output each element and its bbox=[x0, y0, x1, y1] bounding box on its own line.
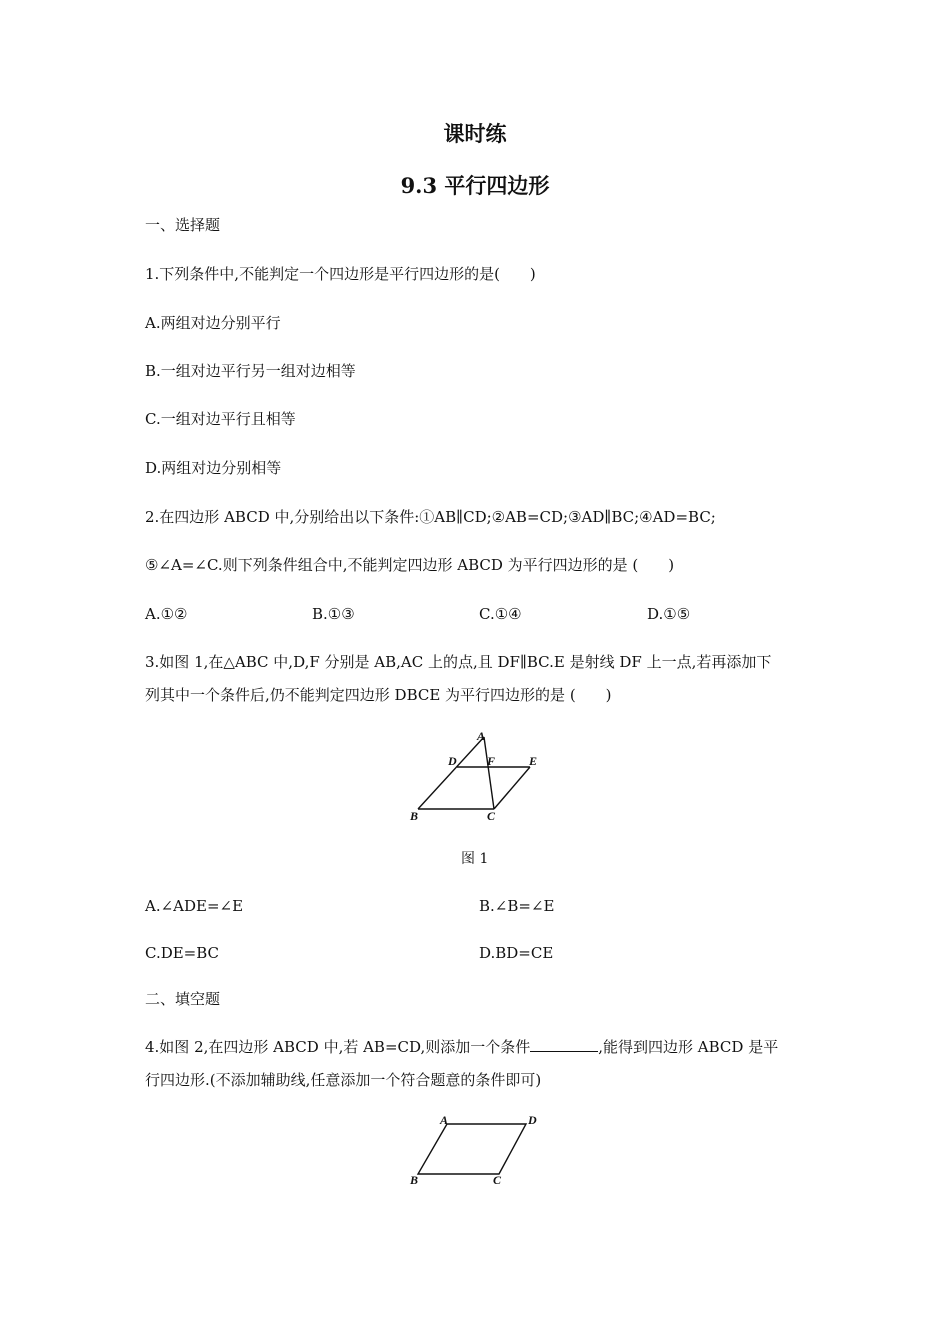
q4-answer-blank[interactable] bbox=[530, 1037, 598, 1052]
q2-stem-line1: 2.在四边形 ABCD 中,分别给出以下条件:①AB∥CD;②AB=CD;③AD∥BC;④AD=BC; bbox=[145, 508, 716, 526]
q2-option-c: C.①④ bbox=[479, 605, 522, 623]
q2-option-d: D.①⑤ bbox=[647, 605, 691, 623]
segment-ce bbox=[494, 767, 530, 809]
q1-option-d: D.两组对边分别相等 bbox=[145, 459, 282, 477]
q2-option-a: A.①② bbox=[145, 605, 188, 623]
figure-1-triangle-diagram bbox=[400, 725, 560, 830]
q3-stem-line1: 3.如图 1,在△ABC 中,D,F 分别是 AB,AC 上的点,且 DF∥BC.E 是射线 DF 上一点,若再添加下 bbox=[145, 653, 772, 671]
q1-option-c: C.一组对边平行且相等 bbox=[145, 410, 296, 428]
q2-stem-line2: ⑤∠A=∠C.则下列条件组合中,不能判定四边形 ABCD 为平行四边形的是 ( ) bbox=[145, 556, 675, 574]
q1-option-a: A.两组对边分别平行 bbox=[145, 314, 281, 332]
page-title: 课时练 bbox=[443, 121, 507, 146]
q4-stem-line2: 行四边形.(不添加辅助线,任意添加一个符合题意的条件即可) bbox=[145, 1071, 542, 1089]
figure-2-parallelogram-diagram bbox=[400, 1108, 550, 1188]
q3-stem-line2: 列其中一个条件后,仍不能判定四边形 DBCE 为平行四边形的是 ( ) bbox=[145, 686, 612, 704]
q3-option-b: B.∠B=∠E bbox=[479, 897, 555, 915]
point-label-a: A bbox=[477, 729, 486, 743]
q3-option-d: D.BD=CE bbox=[479, 944, 554, 962]
point-label-d: D bbox=[448, 754, 457, 768]
point-label-c: C bbox=[493, 1173, 502, 1187]
q2-option-b: B.①③ bbox=[312, 605, 355, 623]
q3-option-c: C.DE=BC bbox=[145, 944, 220, 962]
q1-stem: 1.下列条件中,不能判定一个四边形是平行四边形的是( ) bbox=[145, 265, 536, 283]
parallelogram-abcd bbox=[418, 1124, 526, 1174]
segment-ac bbox=[484, 737, 494, 809]
point-label-b: B bbox=[410, 809, 419, 823]
q4-stem-line1 bbox=[145, 1037, 778, 1057]
q4-stem-part2: ,能得到四边形 ABCD 是平 bbox=[598, 1038, 779, 1056]
point-label-a: A bbox=[440, 1113, 449, 1127]
point-label-d: D bbox=[528, 1113, 537, 1127]
point-label-c: C bbox=[487, 809, 496, 823]
point-label-e: E bbox=[529, 754, 538, 768]
q1-option-b: B.一组对边平行另一组对边相等 bbox=[145, 362, 356, 380]
figure-1-caption: 图 1 bbox=[461, 851, 489, 867]
point-label-f: F bbox=[487, 754, 496, 768]
point-label-b: B bbox=[410, 1173, 419, 1187]
page-subtitle: 9.3 平行四边形 bbox=[400, 173, 550, 198]
section-heading-fill: 二、填空题 bbox=[145, 990, 221, 1008]
q3-option-a: A.∠ADE=∠E bbox=[145, 897, 244, 915]
section-heading-choice: 一、选择题 bbox=[145, 216, 221, 234]
segment-ab bbox=[418, 737, 484, 809]
q4-stem-part1: 4.如图 2,在四边形 ABCD 中,若 AB=CD,则添加一个条件 bbox=[145, 1038, 531, 1056]
